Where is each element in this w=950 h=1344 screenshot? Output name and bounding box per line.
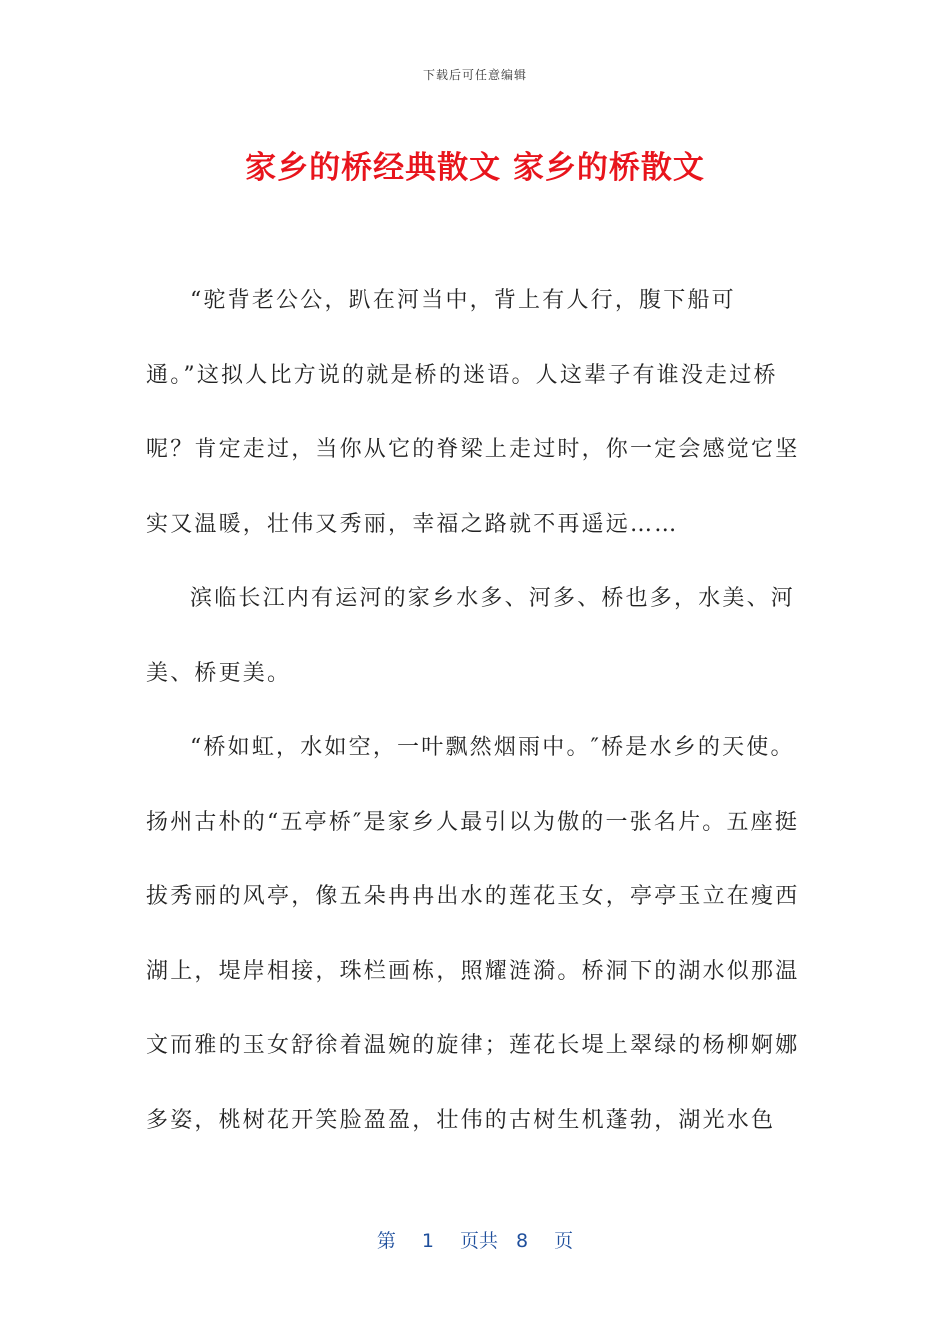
paragraph-1: “驼背老公公，趴在河当中，背上有人行，腹下船可通。”这拟人比方说的就是桥的迷语。人这辈子有谁没走过桥呢？肯定走过，当你从它的脊梁上走过时，你一定会感觉它坚实又温暖，壮伟又秀丽，幸福之路就不再遥远…… [146, 288, 800, 537]
document-body [146, 264, 806, 1158]
paragraph-2: 滨临长江内有运河的家乡水多、河多、桥也多，水美、河美、桥更美。 [146, 586, 796, 686]
document-title: 家乡的桥经典散文 家乡的桥散文 [245, 150, 705, 186]
page-suffix: 页 [554, 1230, 574, 1252]
page-prefix: 第 [376, 1230, 396, 1252]
page-number: 1 [421, 1230, 434, 1252]
header-note: 下载后可任意编辑 [422, 68, 527, 82]
page-footer [0, 1226, 950, 1253]
page-total: 8 [516, 1230, 529, 1252]
paragraph-3: “桥如虹，水如空，一叶飘然烟雨中。″桥是水乡的天使。扬州古朴的“五亭桥″是家乡人最引以为傲的一张名片。五座挺拔秀丽的风亭，像五朵冉冉出水的莲花玉女，亭亭玉立在瘦西湖上，堤岸相接，珠栏画栋，照耀涟漪。桥洞下的湖水似那温文而雅的玉女舒徐着温婉的旋律；莲花长堤上翠绿的杨柳婀娜多姿，桃树花开笑脸盈盈，壮伟的古树生机蓬勃，湖光水色 [146, 735, 800, 1133]
page-mid: 页共 [459, 1230, 498, 1252]
